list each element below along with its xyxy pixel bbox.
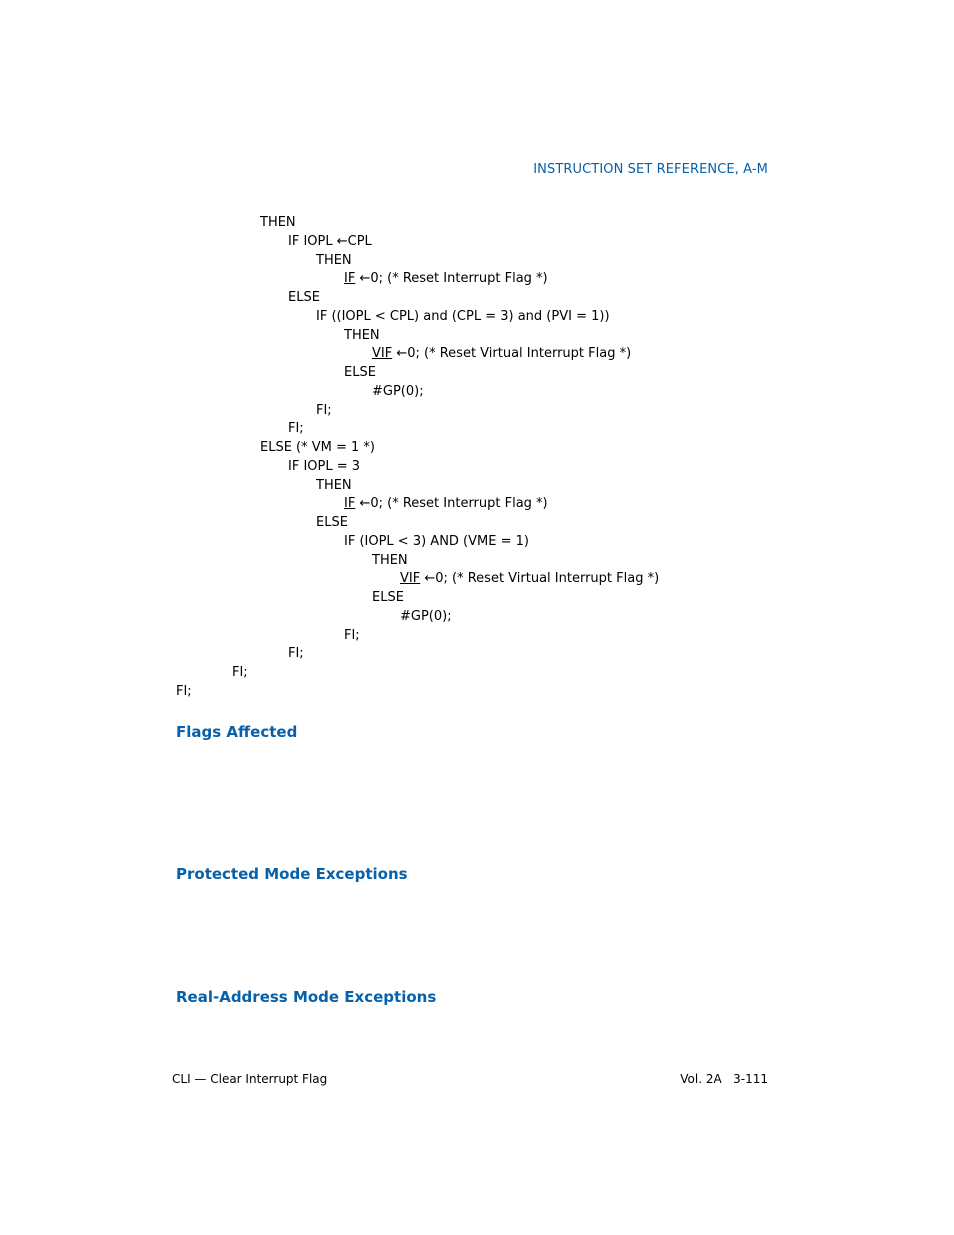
code-text: FI; [176,683,192,699]
code-text: THEN [316,477,352,493]
code-text: IF ((IOPL < CPL) and (CPL = 3) and (PVI = 1)) [316,308,610,324]
code-line [176,420,776,439]
code-line [176,664,776,683]
code-line [176,608,776,627]
code-text: THEN [372,552,408,568]
code-line [176,627,776,646]
code-text: ELSE [316,515,348,530]
footer-page-number: Vol. 2A 3-111 [680,1072,768,1086]
code-line [176,252,776,271]
code-text: FI; [232,665,248,680]
code-text: ←0; (* Reset Virtual Interrupt Flag *) [420,571,660,587]
footer-title: CLI — Clear Interrupt Flag [172,1072,328,1086]
code-text: IF IOPL = 3 [288,458,361,474]
code-text: ELSE [372,590,404,605]
code-text: IF IOPL ←CPL [288,233,372,249]
code-line [176,270,776,289]
code-line [176,533,776,552]
code-text: FI; [344,627,360,643]
code-text: THEN [260,215,296,230]
code-text: IF (IOPL < 3) AND (VME = 1) [344,533,529,549]
code-line [176,364,776,383]
code-line [176,495,776,514]
heading-real-address-mode-exceptions: Real-Address Mode Exceptions [176,988,437,1006]
code-line [176,589,776,608]
code-text: ELSE [288,290,320,305]
code-text: ELSE [344,365,376,380]
code-text: FI; [316,402,332,418]
code-text: FI; [288,646,304,662]
code-line [176,289,776,308]
code-flag-name: VIF [372,346,393,362]
code-line [176,683,776,702]
code-text: ←0; (* Reset Interrupt Flag *) [355,271,548,287]
code-line [176,402,776,421]
code-text: ELSE (* VM = 1 *) [260,440,376,455]
code-line [176,439,776,458]
code-line [176,514,776,533]
code-text: ←0; (* Reset Virtual Interrupt Flag *) [392,346,632,362]
code-line [176,233,776,252]
code-text: THEN [344,327,380,343]
code-text: #GP(0); [372,383,424,399]
code-flag-name: IF [344,271,356,287]
code-line [176,477,776,496]
code-flag-name: IF [344,496,356,512]
code-line [176,383,776,402]
pseudocode-block [176,214,776,702]
code-line [176,327,776,346]
code-line [176,570,776,589]
code-text: ←0; (* Reset Interrupt Flag *) [355,496,548,512]
code-text: FI; [288,421,304,437]
code-flag-name: VIF [400,571,421,587]
code-text: #GP(0); [400,608,452,624]
code-line [176,214,776,233]
code-line [176,345,776,364]
code-line [176,458,776,477]
code-line [176,645,776,664]
running-header: INSTRUCTION SET REFERENCE, A-M [533,162,768,177]
heading-flags-affected: Flags Affected [176,723,298,741]
heading-protected-mode-exceptions: Protected Mode Exceptions [176,865,408,883]
code-text: THEN [316,252,352,268]
code-line [176,552,776,571]
code-line [176,308,776,327]
